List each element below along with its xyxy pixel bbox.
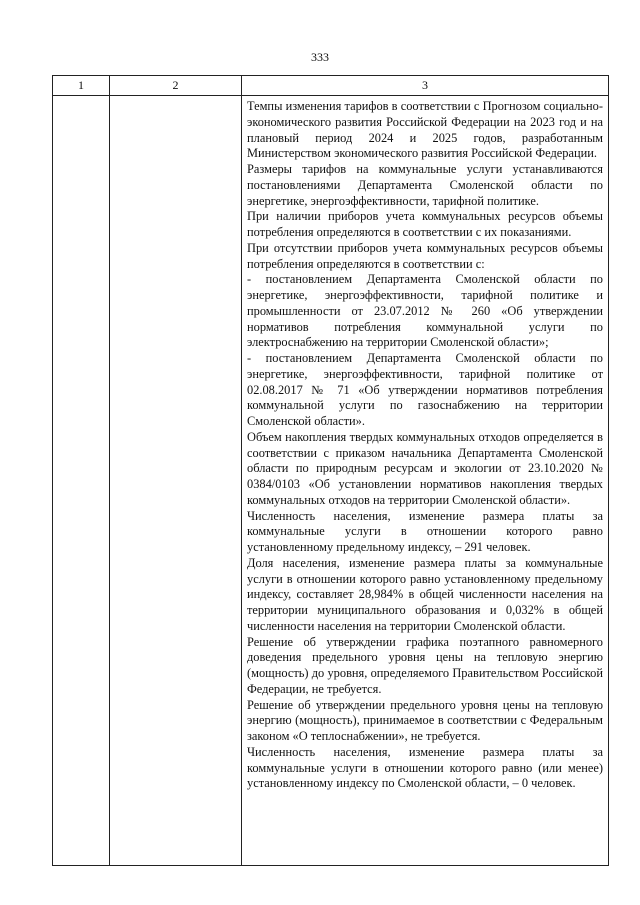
paragraph-tariff-dynamics: Темпы изменения тарифов в соответствии с Прогнозом социально-экономического развития Российской Федерации на 2023 год и на плановый период 2024 и 2025 годов, разработанным Министерством экономического развития Российской Федерации.: [247, 99, 603, 161]
paragraph-meters-present: При наличии приборов учета коммунальных ресурсов объемы потребления определяются в соответствии с их показаниями.: [247, 209, 603, 239]
column-header-3: 3: [242, 76, 609, 96]
table-header-row: [53, 76, 609, 96]
paragraph-meters-absent: При отсутствии приборов учета коммунальных ресурсов объемы потребления определяются в соответствии с:: [247, 240, 603, 271]
paragraph-electricity-norms: - постановлением Департамента Смоленской области по энергетике, энергоэффективности, тарифной политике и промышленности от 23.07.2012 № 260 «Об утверждении нормативов потребления коммунальной услуги по электроснабжению на территории Смоленской области»;: [247, 272, 603, 350]
paragraph-population-share: Доля населения, изменение размера платы за коммунальные услуги в отношении которого равно установленному предельному индексу, составляет 28,984% в общей численности населения на территории муниципального образования и 0,032% в общей численности населения на территории Смоленской области.: [247, 555, 603, 633]
page-number: 333: [311, 50, 329, 64]
column-2-cell: [110, 96, 242, 866]
paragraph-population-regional-index: Численность населения, изменение размера платы за коммунальные услуги в отношении которого равно (или менее) установленному индексу по Смоленской области, – 0 человек.: [247, 744, 603, 791]
column-1-cell: [53, 96, 110, 866]
paragraph-gas-norms: - постановлением Департамента Смоленской области по энергетике, энергоэффективности, тарифной политике от 02.08.2017 № 71 «Об утверждении нормативов потребления коммунальной услуги по газоснабжению на территории Смоленской области».: [247, 351, 603, 428]
document-table: [52, 75, 609, 866]
column-header-1: 1: [53, 76, 110, 96]
column-header-2: 2: [110, 76, 242, 96]
paragraph-waste-volume: Объем накопления твердых коммунальных отходов определяется в соответствии с приказом начальника Департамента Смоленской области по природным ресурсам и экологии от 23.10.2020 № 0384/0103 «Об установлении нормативов накопления твердых коммунальных отходов на территории Смоленской области».: [247, 429, 603, 507]
paragraph-tariff-sizes: Размеры тарифов на коммунальные услуги устанавливаются постановлениями Департамента Смоленской области по энергетике, энергоэффективности, тарифной политике.: [247, 162, 603, 208]
paragraph-heat-price-schedule: Решение об утверждении графика поэтапного равномерного доведения предельного уровня цены на тепловую энергию (мощность) до уровня, определяемого Правительством Российской Федерации, не требуется.: [247, 634, 603, 696]
paragraph-heat-price-limit: Решение об утверждении предельного уровня цены на тепловую энергию (мощность), принимаемое в соответствии с Федеральным законом «О теплоснабжении», не требуется.: [247, 697, 603, 743]
column-3-cell: [242, 96, 609, 866]
table-row: [53, 96, 609, 866]
paragraph-population-count: Численность населения, изменение размера платы за коммунальные услуги в отношении которого равно установленному предельному индексу, – 291 человек.: [247, 508, 603, 554]
